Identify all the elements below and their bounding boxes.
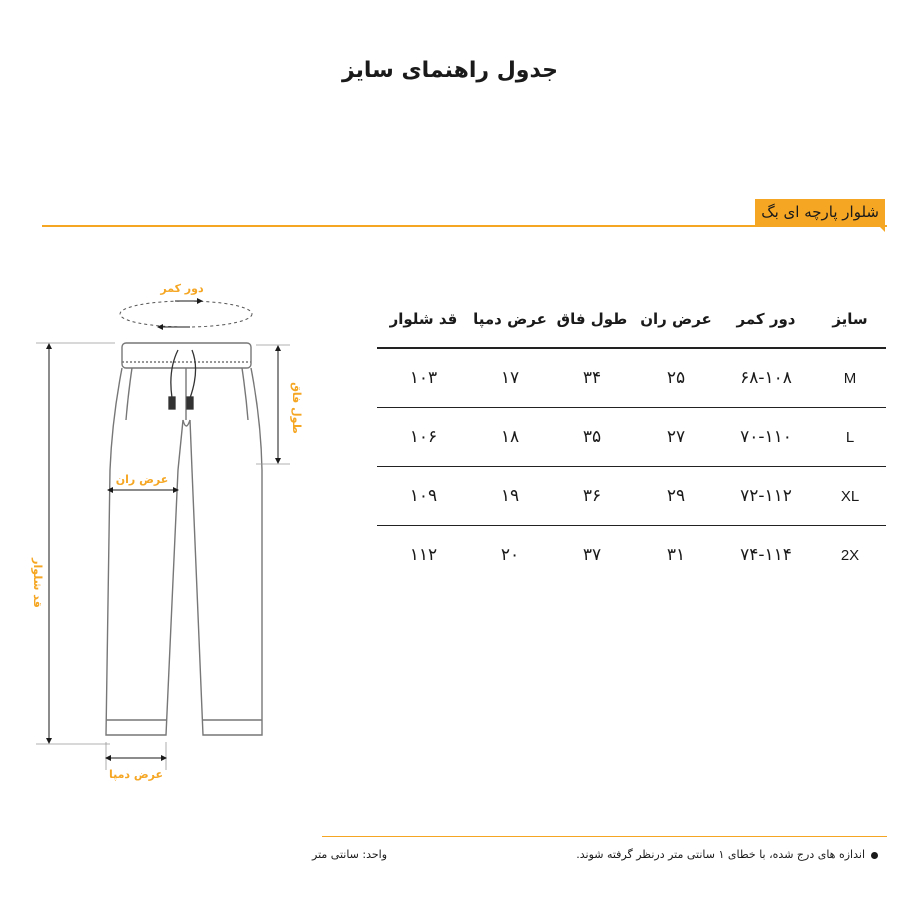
hem-measure: [106, 742, 166, 781]
hem-label: عرض دمپا: [108, 768, 164, 781]
cell-length: ۱۱۲: [409, 545, 438, 565]
rise-label: طول فاق: [290, 382, 303, 434]
cell-thigh: ۳۱: [666, 545, 686, 565]
thigh-label: عرض ران: [115, 473, 169, 486]
header-length: قد شلوار: [377, 290, 470, 348]
unit-label: واحد: سانتی متر: [312, 848, 388, 861]
page-title: جدول راهنمای سایز: [341, 58, 559, 83]
table-row: [377, 467, 886, 526]
thigh-measure: [110, 473, 176, 490]
cell-length: ۱۰۳: [377, 348, 470, 408]
table-row: [377, 348, 886, 408]
header-size: سایز: [814, 290, 886, 348]
header-waist: دور کمر: [718, 290, 814, 348]
tolerance-note-text: اندازه های درج شده، با خطای ۱ سانتی متر درنظر گرفته شوند.: [576, 848, 865, 861]
length-label: قد شلوار: [31, 558, 44, 608]
table-row: [377, 526, 886, 585]
header-thigh: عرض ران: [634, 290, 718, 348]
pants-diagram: [0, 0, 330, 900]
section-label: شلوار پارچه ای بگ: [755, 199, 885, 225]
pants-outline: [106, 343, 262, 735]
cell-length: ۱۰۶: [377, 408, 470, 467]
cell-thigh: ۲۵: [634, 348, 718, 408]
cell-size: L: [814, 408, 886, 467]
cell-hem: ۱۹: [470, 467, 550, 526]
cell-hem: ۱۸: [470, 408, 550, 467]
cell-hem: ۲۰: [500, 545, 520, 565]
cell-waist: ۷۰-۱۱۰: [718, 408, 814, 467]
cell-waist: ۷۲-۱۱۲: [718, 467, 814, 526]
size-table: [377, 290, 886, 584]
waist-label: دور کمر: [160, 282, 204, 295]
length-measure: [31, 343, 115, 744]
drawstring: [169, 350, 196, 409]
table-header-row: [377, 290, 886, 348]
cell-size: XL: [814, 467, 886, 526]
tolerance-note: [576, 848, 878, 861]
header-hem: عرض دمپا: [470, 290, 550, 348]
cell-size: 2X: [840, 546, 860, 564]
cell-rise: ۳۴: [550, 348, 634, 408]
cell-hem: ۱۷: [470, 348, 550, 408]
table-row: [377, 408, 886, 467]
cell-thigh: ۲۷: [634, 408, 718, 467]
bullet-icon: [871, 852, 878, 859]
cell-waist: ۷۴-۱۱۴: [740, 545, 792, 565]
cell-rise: ۳۶: [550, 467, 634, 526]
cell-rise: ۳۷: [582, 545, 602, 565]
section-label-tick: [878, 225, 885, 232]
cell-size: M: [814, 348, 886, 408]
cell-thigh: ۲۹: [634, 467, 718, 526]
rise-measure: [256, 345, 303, 464]
waist-measure: [120, 282, 252, 327]
cell-waist: ۶۸-۱۰۸: [718, 348, 814, 408]
header-rise: طول فاق: [550, 290, 634, 348]
cell-length: ۱۰۹: [377, 467, 470, 526]
footer-divider: [322, 836, 887, 837]
cell-rise: ۳۵: [550, 408, 634, 467]
